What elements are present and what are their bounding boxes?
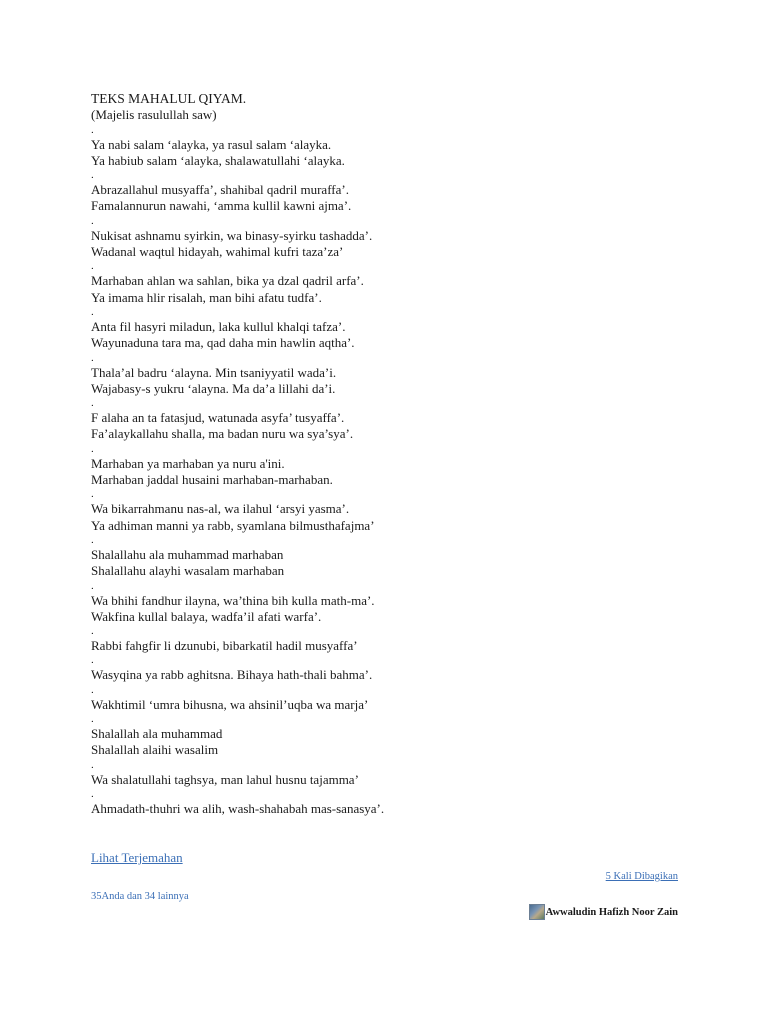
lyric-line: Marhaban ahlan wa sahlan, bika ya dzal qadril arfa’. [91, 273, 364, 289]
stanza-separator: . [91, 123, 94, 136]
stanza-separator: . [91, 758, 94, 771]
lyrics-container [91, 124, 681, 818]
lyric-line: Ya adhiman manni ya rabb, syamlana bilmusthafajma’ [91, 517, 375, 533]
stanza-separator: . [91, 488, 94, 501]
lyric-line: Wajabasy-s yukru ‘alayna. Ma da’a lillahi da’i. [91, 380, 336, 396]
lyric-line: Shalallah alaihi wasalim [91, 742, 219, 758]
lyric-line: Ya nabi salam ‘alayka, ya rasul salam ‘alayka. [91, 136, 332, 152]
document-subtitle: (Majelis rasulullah saw) [91, 107, 217, 123]
lyric-line: Wadanal waqtul hidayah, wahimal kufri taza’za’ [91, 244, 344, 260]
stanza-separator: . [91, 351, 94, 364]
lyric-line: F alaha an ta fatasjud, watunada asyfa’ tusyaffa’. [91, 410, 345, 426]
stanza-separator: . [91, 305, 94, 318]
lyric-line: Shalallah ala muhammad [91, 726, 223, 742]
lyric-line: Ya habiub salam ‘alayka, shalawatullahi ‘alayka. [91, 152, 345, 168]
stanza-separator: . [91, 397, 94, 410]
lyric-line: Ahmadath-thuhri wa alih, wash-shahabah mas-sanasya’. [91, 800, 385, 816]
lyric-line: Ya imama hlir risalah, man bihi afatu tudfa’. [91, 289, 322, 305]
likes-count[interactable]: 35Anda dan 34 lainnya [91, 891, 189, 902]
shares-count-link[interactable]: 5 Kali Dibagikan [605, 871, 678, 882]
stanza-separator: . [91, 442, 94, 455]
lyric-line: Fa’alaykallahu shalla, ma badan nuru wa sya’sya’. [91, 426, 354, 442]
stanza-separator: . [91, 579, 94, 592]
author-name[interactable]: Awwaludin Hafizh Noor Zain [545, 906, 678, 918]
stanza-separator: . [91, 214, 94, 227]
lyric-line: Wayunaduna tara ma, qad daha min hawlin aqtha’. [91, 335, 355, 351]
lyric-line: Famalannurun nawahi, ‘amma kullil kawni ajma’. [91, 198, 352, 214]
stanza-separator: . [91, 533, 94, 546]
lyric-line: Thala’al badru ‘alayna. Min tsaniyyatil wada’i. [91, 364, 337, 380]
stanza-separator: . [91, 683, 94, 696]
lyric-line: Wa shalatullahi taghsya, man lahul husnu tajamma’ [91, 771, 359, 787]
lyric-line: Wasyqina ya rabb aghitsna. Bihaya hath-thali bahma’. [91, 667, 373, 683]
stanza-separator: . [91, 787, 94, 800]
lyric-line: Shalallahu ala muhammad marhaban [91, 546, 284, 562]
stanza-separator: . [91, 654, 94, 667]
lyric-line: Wa bhihi fandhur ilayna, wa’thina bih kulla math-ma’. [91, 592, 375, 608]
lyric-line: Abrazallahul musyaffa’, shahibal qadril muraffa’. [91, 182, 349, 198]
lyric-line: Marhaban jaddal husaini marhaban-marhaban. [91, 472, 333, 488]
see-translation-link[interactable]: Lihat Terjemahan [91, 850, 183, 865]
lyric-line: Rabbi fahgfir li dzunubi, bibarkatil hadil musyaffa’ [91, 638, 358, 654]
stanza-separator: . [91, 713, 94, 726]
stanza-separator: . [91, 169, 94, 182]
lyric-line: Wakhtimil ‘umra bihusna, wa ahsinil’uqba wa marja’ [91, 696, 369, 712]
lyric-line: Nukisat ashnamu syirkin, wa binasy-syirku tashadda’. [91, 227, 373, 243]
post-body [91, 91, 681, 817]
document-title: TEKS MAHALUL QIYAM. [91, 91, 247, 106]
lyric-line: Marhaban ya marhaban ya nuru a'ini. [91, 455, 285, 471]
author-avatar[interactable] [529, 904, 545, 920]
lyric-line: Anta fil hasyri miladun, laka kullul khalqi tafza’. [91, 318, 346, 334]
stanza-separator: . [91, 260, 94, 273]
lyric-line: Wa bikarrahmanu nas-al, wa ilahul ‘arsyi yasma’. [91, 501, 350, 517]
stanza-separator: . [91, 625, 94, 638]
lyric-line: Wakfina kullal balaya, wadfa’il afati warfa’. [91, 608, 322, 624]
author-attribution[interactable] [529, 903, 678, 921]
lyric-line: Shalallahu alayhi wasalam marhaban [91, 563, 285, 579]
